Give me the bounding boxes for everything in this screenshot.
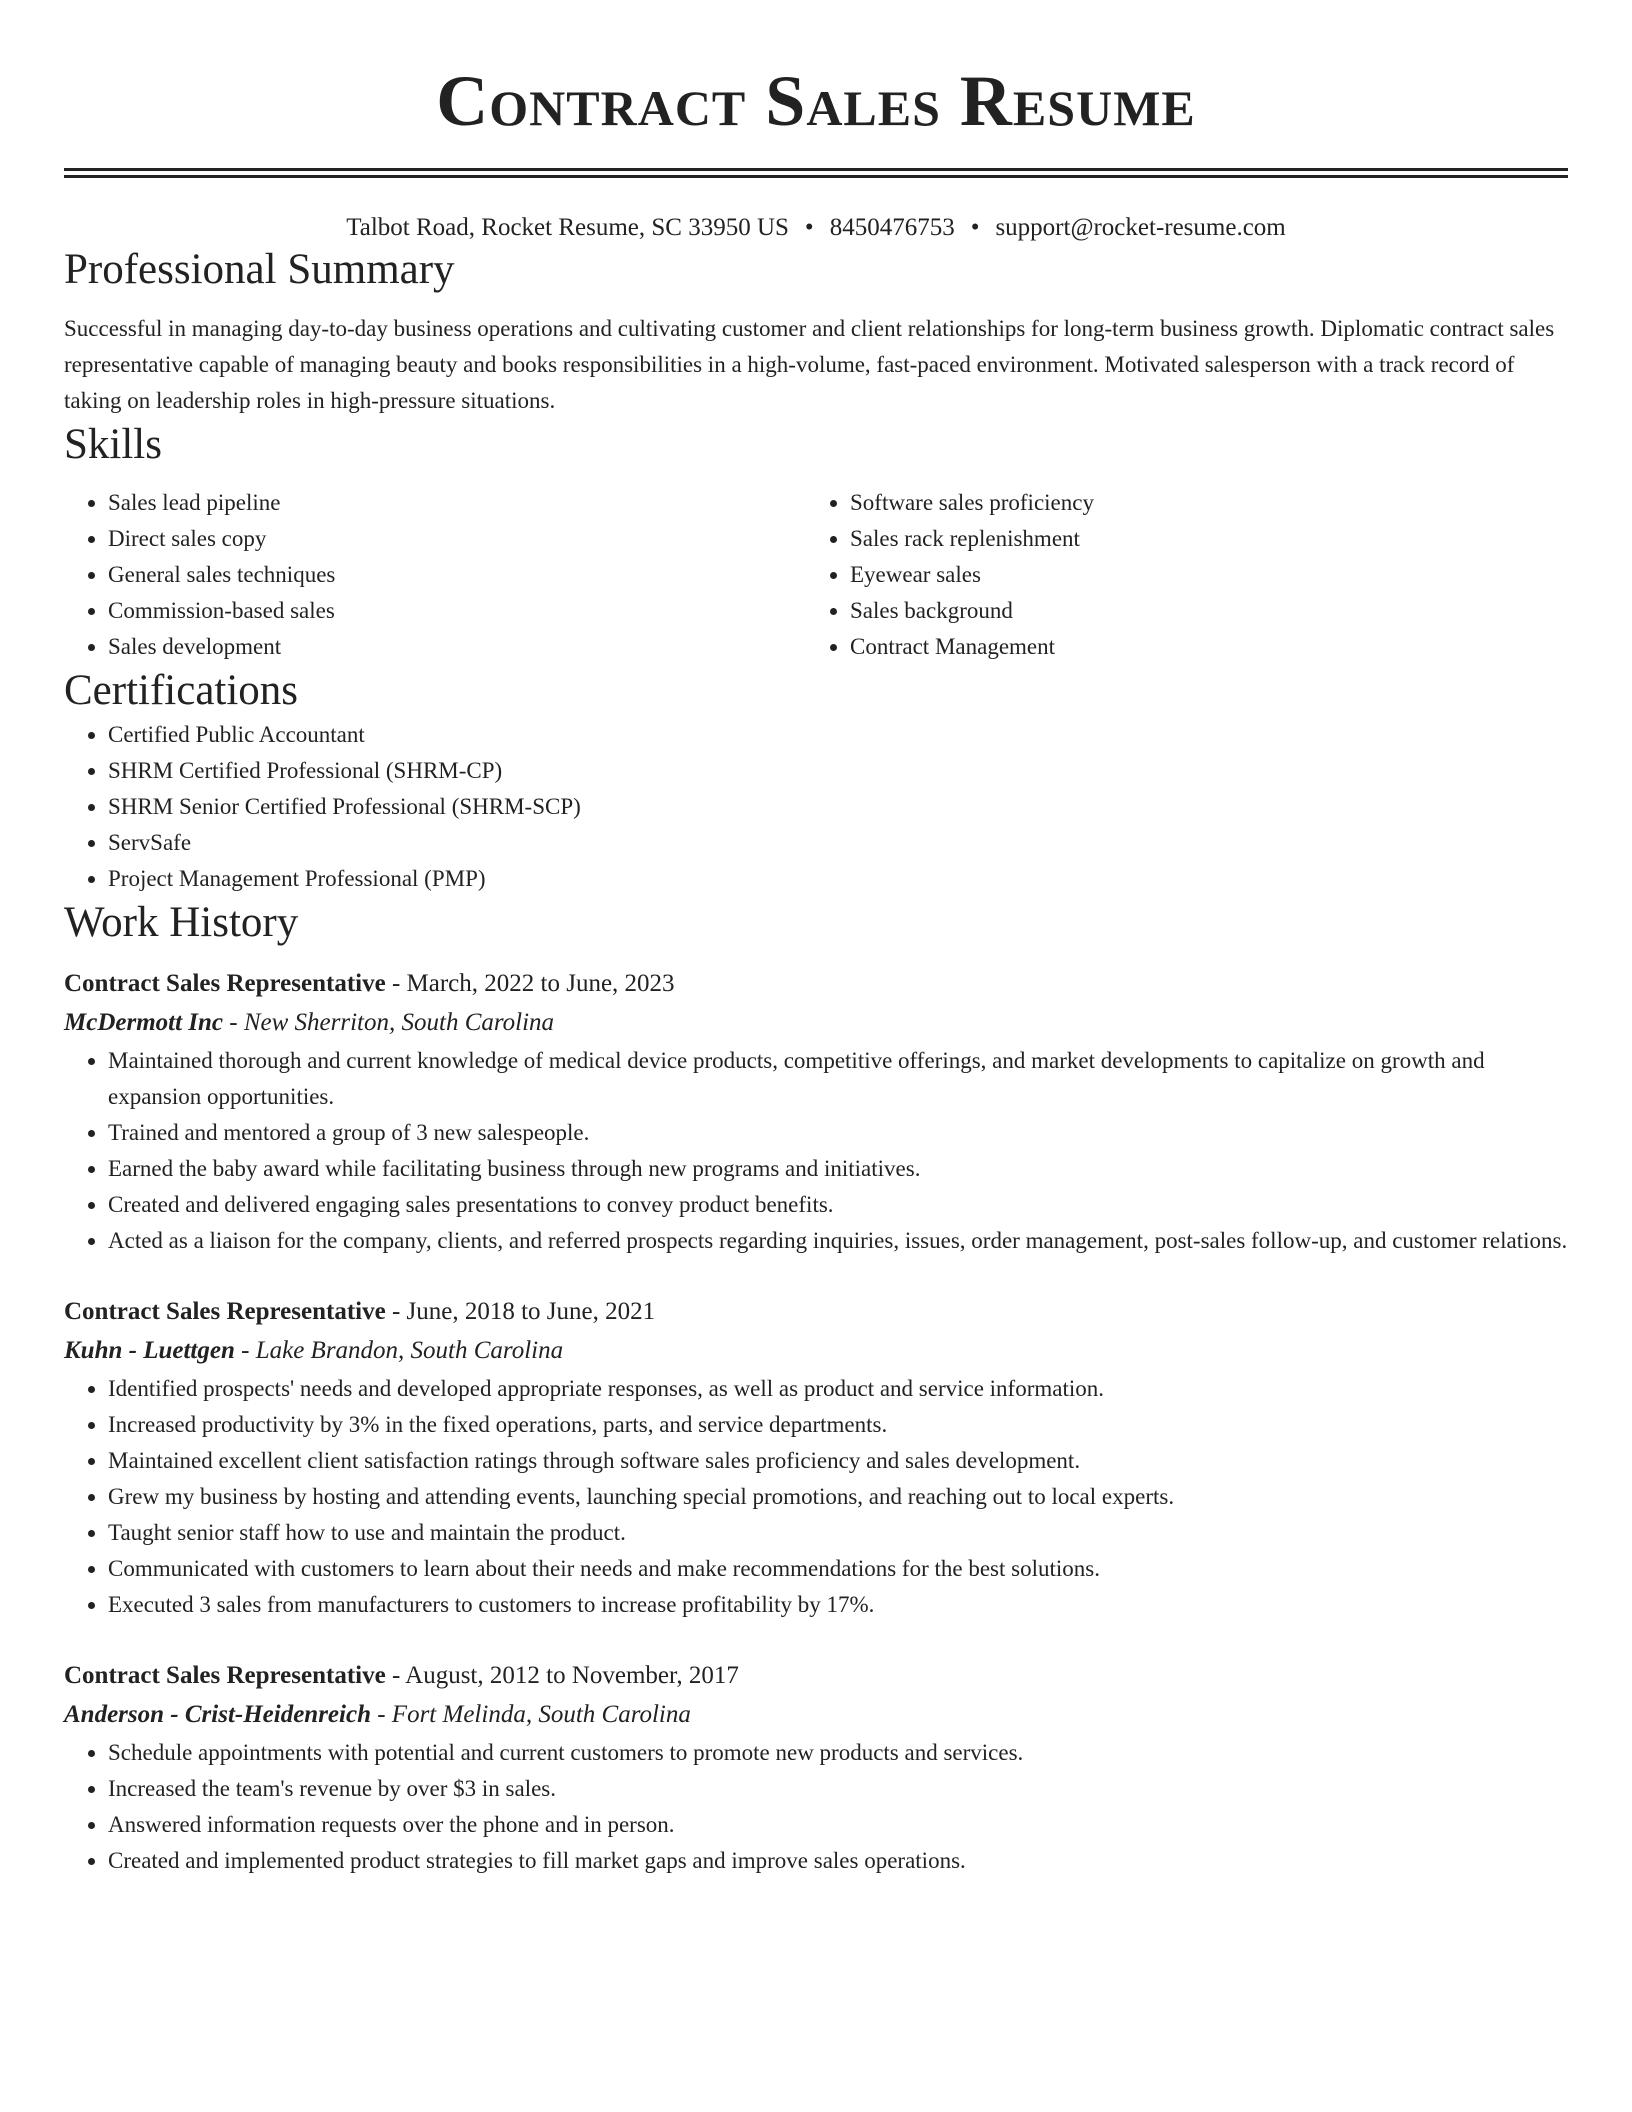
job-title: Contract Sales Representative (64, 1298, 386, 1325)
skill-item: • Software sales proficiency (850, 485, 1548, 521)
job-entry (64, 1657, 1568, 1879)
resume-page (64, 0, 1568, 1879)
summary-text: Successful in managing day-to-day business operations and cultivating customer and client relationships for long-term business growth. Diplomatic contract sales representative capable of managing beauty and books responsibilities in a high-volume, fast-paced environment. Motivated salesperson with a track record of taking on leadership roles in high-pressure situations. (64, 316, 1555, 413)
job-duty-item: • Earned the baby award while facilitating business through new programs and initiatives. (108, 1151, 1568, 1187)
skill-item: • Contract Management (850, 629, 1548, 665)
job-title-line (64, 965, 1568, 1003)
certification-item: • Certified Public Accountant (108, 717, 1568, 753)
company-location: - Lake Brandon, South Carolina (234, 1337, 564, 1364)
skills-grid (64, 485, 1568, 665)
job-duties-list (64, 1043, 1568, 1259)
certifications-list (64, 717, 1568, 897)
certification-item: • SHRM Certified Professional (SHRM-CP) (108, 753, 1568, 789)
job-duty-item: • Grew my business by hosting and attending events, launching special promotions, and reaching out to local experts. (108, 1479, 1568, 1515)
resume-title: Contract Sales Resume (436, 61, 1196, 141)
job-dates: - March, 2022 to June, 2023 (385, 970, 675, 997)
job-dates: - June, 2018 to June, 2021 (385, 1298, 656, 1325)
company-line (64, 1003, 1568, 1043)
certification-item: • ServSafe (108, 825, 1568, 861)
job-duties-list (64, 1735, 1568, 1879)
skill-item: • Commission-based sales (108, 593, 806, 629)
job-duty-item: • Acted as a liaison for the company, clients, and referred prospects regarding inquiries, issues, order management, post-sales follow-up, and customer relations. (108, 1223, 1568, 1259)
job-duties-list (64, 1371, 1568, 1623)
skill-item: • Sales development (108, 629, 806, 665)
job-duty-item: • Maintained excellent client satisfaction ratings through software sales proficiency and sales development. (108, 1443, 1568, 1479)
summary-heading: Professional Summary (64, 246, 455, 293)
skills-list-right (806, 485, 1548, 665)
job-duty-item: • Communicated with customers to learn about their needs and make recommendations for the best solutions. (108, 1551, 1568, 1587)
job-duty-item: • Created and delivered engaging sales presentations to convey product benefits. (108, 1187, 1568, 1223)
company-line (64, 1695, 1568, 1735)
job-duty-item: • Executed 3 sales from manufacturers to customers to increase profitability by 17%. (108, 1587, 1568, 1623)
skill-item: • Sales rack replenishment (850, 521, 1548, 557)
contact-separator: • (970, 214, 980, 241)
contact-separator: • (804, 214, 814, 241)
skill-item: • Sales lead pipeline (108, 485, 806, 521)
company-location: - New Sherriton, South Carolina (223, 1009, 555, 1036)
contact-phone: 8450476753 (829, 214, 955, 241)
job-duty-item: • Identified prospects' needs and developed appropriate responses, as well as product and service information. (108, 1371, 1568, 1407)
skill-item: • General sales techniques (108, 557, 806, 593)
job-duty-item: • Taught senior staff how to use and maintain the product. (108, 1515, 1568, 1551)
skills-column-left (64, 485, 806, 665)
skill-item: • Eyewear sales (850, 557, 1548, 593)
job-dates: - August, 2012 to November, 2017 (385, 1662, 739, 1689)
job-title: Contract Sales Representative (64, 1662, 386, 1689)
job-duty-item: • Answered information requests over the phone and in person. (108, 1807, 1568, 1843)
company-line (64, 1331, 1568, 1371)
certification-item: • SHRM Senior Certified Professional (SHRM-SCP) (108, 789, 1568, 825)
company-location: - Fort Melinda, South Carolina (370, 1701, 691, 1728)
skills-list-left (64, 485, 806, 665)
job-duty-item: • Schedule appointments with potential and current customers to promote new products and services. (108, 1735, 1568, 1771)
certifications-heading: Certifications (64, 667, 299, 714)
company-name: McDermott Inc (64, 1009, 224, 1036)
company-name: Anderson - Crist-Heidenreich (64, 1701, 371, 1728)
job-duty-item: • Maintained thorough and current knowledge of medical device products, competitive offerings, and market developments to capitalize on growth and expansion opportunities. (108, 1043, 1568, 1115)
job-title-line (64, 1293, 1568, 1331)
title-divider (64, 168, 1568, 178)
contact-line (64, 212, 1568, 244)
job-title-line (64, 1657, 1568, 1695)
skills-column-right (806, 485, 1548, 665)
contact-address: Talbot Road, Rocket Resume, SC 33950 US (346, 214, 789, 241)
certification-item: • Project Management Professional (PMP) (108, 861, 1568, 897)
job-entry (64, 1293, 1568, 1623)
company-name: Kuhn - Luettgen (64, 1337, 235, 1364)
skill-item: • Sales background (850, 593, 1548, 629)
skills-heading: Skills (64, 421, 162, 468)
skill-item: • Direct sales copy (108, 521, 806, 557)
job-duty-item: • Increased productivity by 3% in the fixed operations, parts, and service departments. (108, 1407, 1568, 1443)
job-duty-item: • Increased the team's revenue by over $3 in sales. (108, 1771, 1568, 1807)
work-history-heading: Work History (64, 899, 299, 946)
job-duty-item: • Trained and mentored a group of 3 new salespeople. (108, 1115, 1568, 1151)
job-entry (64, 965, 1568, 1259)
contact-email: support@rocket-resume.com (995, 214, 1286, 241)
job-duty-item: • Created and implemented product strategies to fill market gaps and improve sales operations. (108, 1843, 1568, 1879)
job-title: Contract Sales Representative (64, 970, 386, 997)
